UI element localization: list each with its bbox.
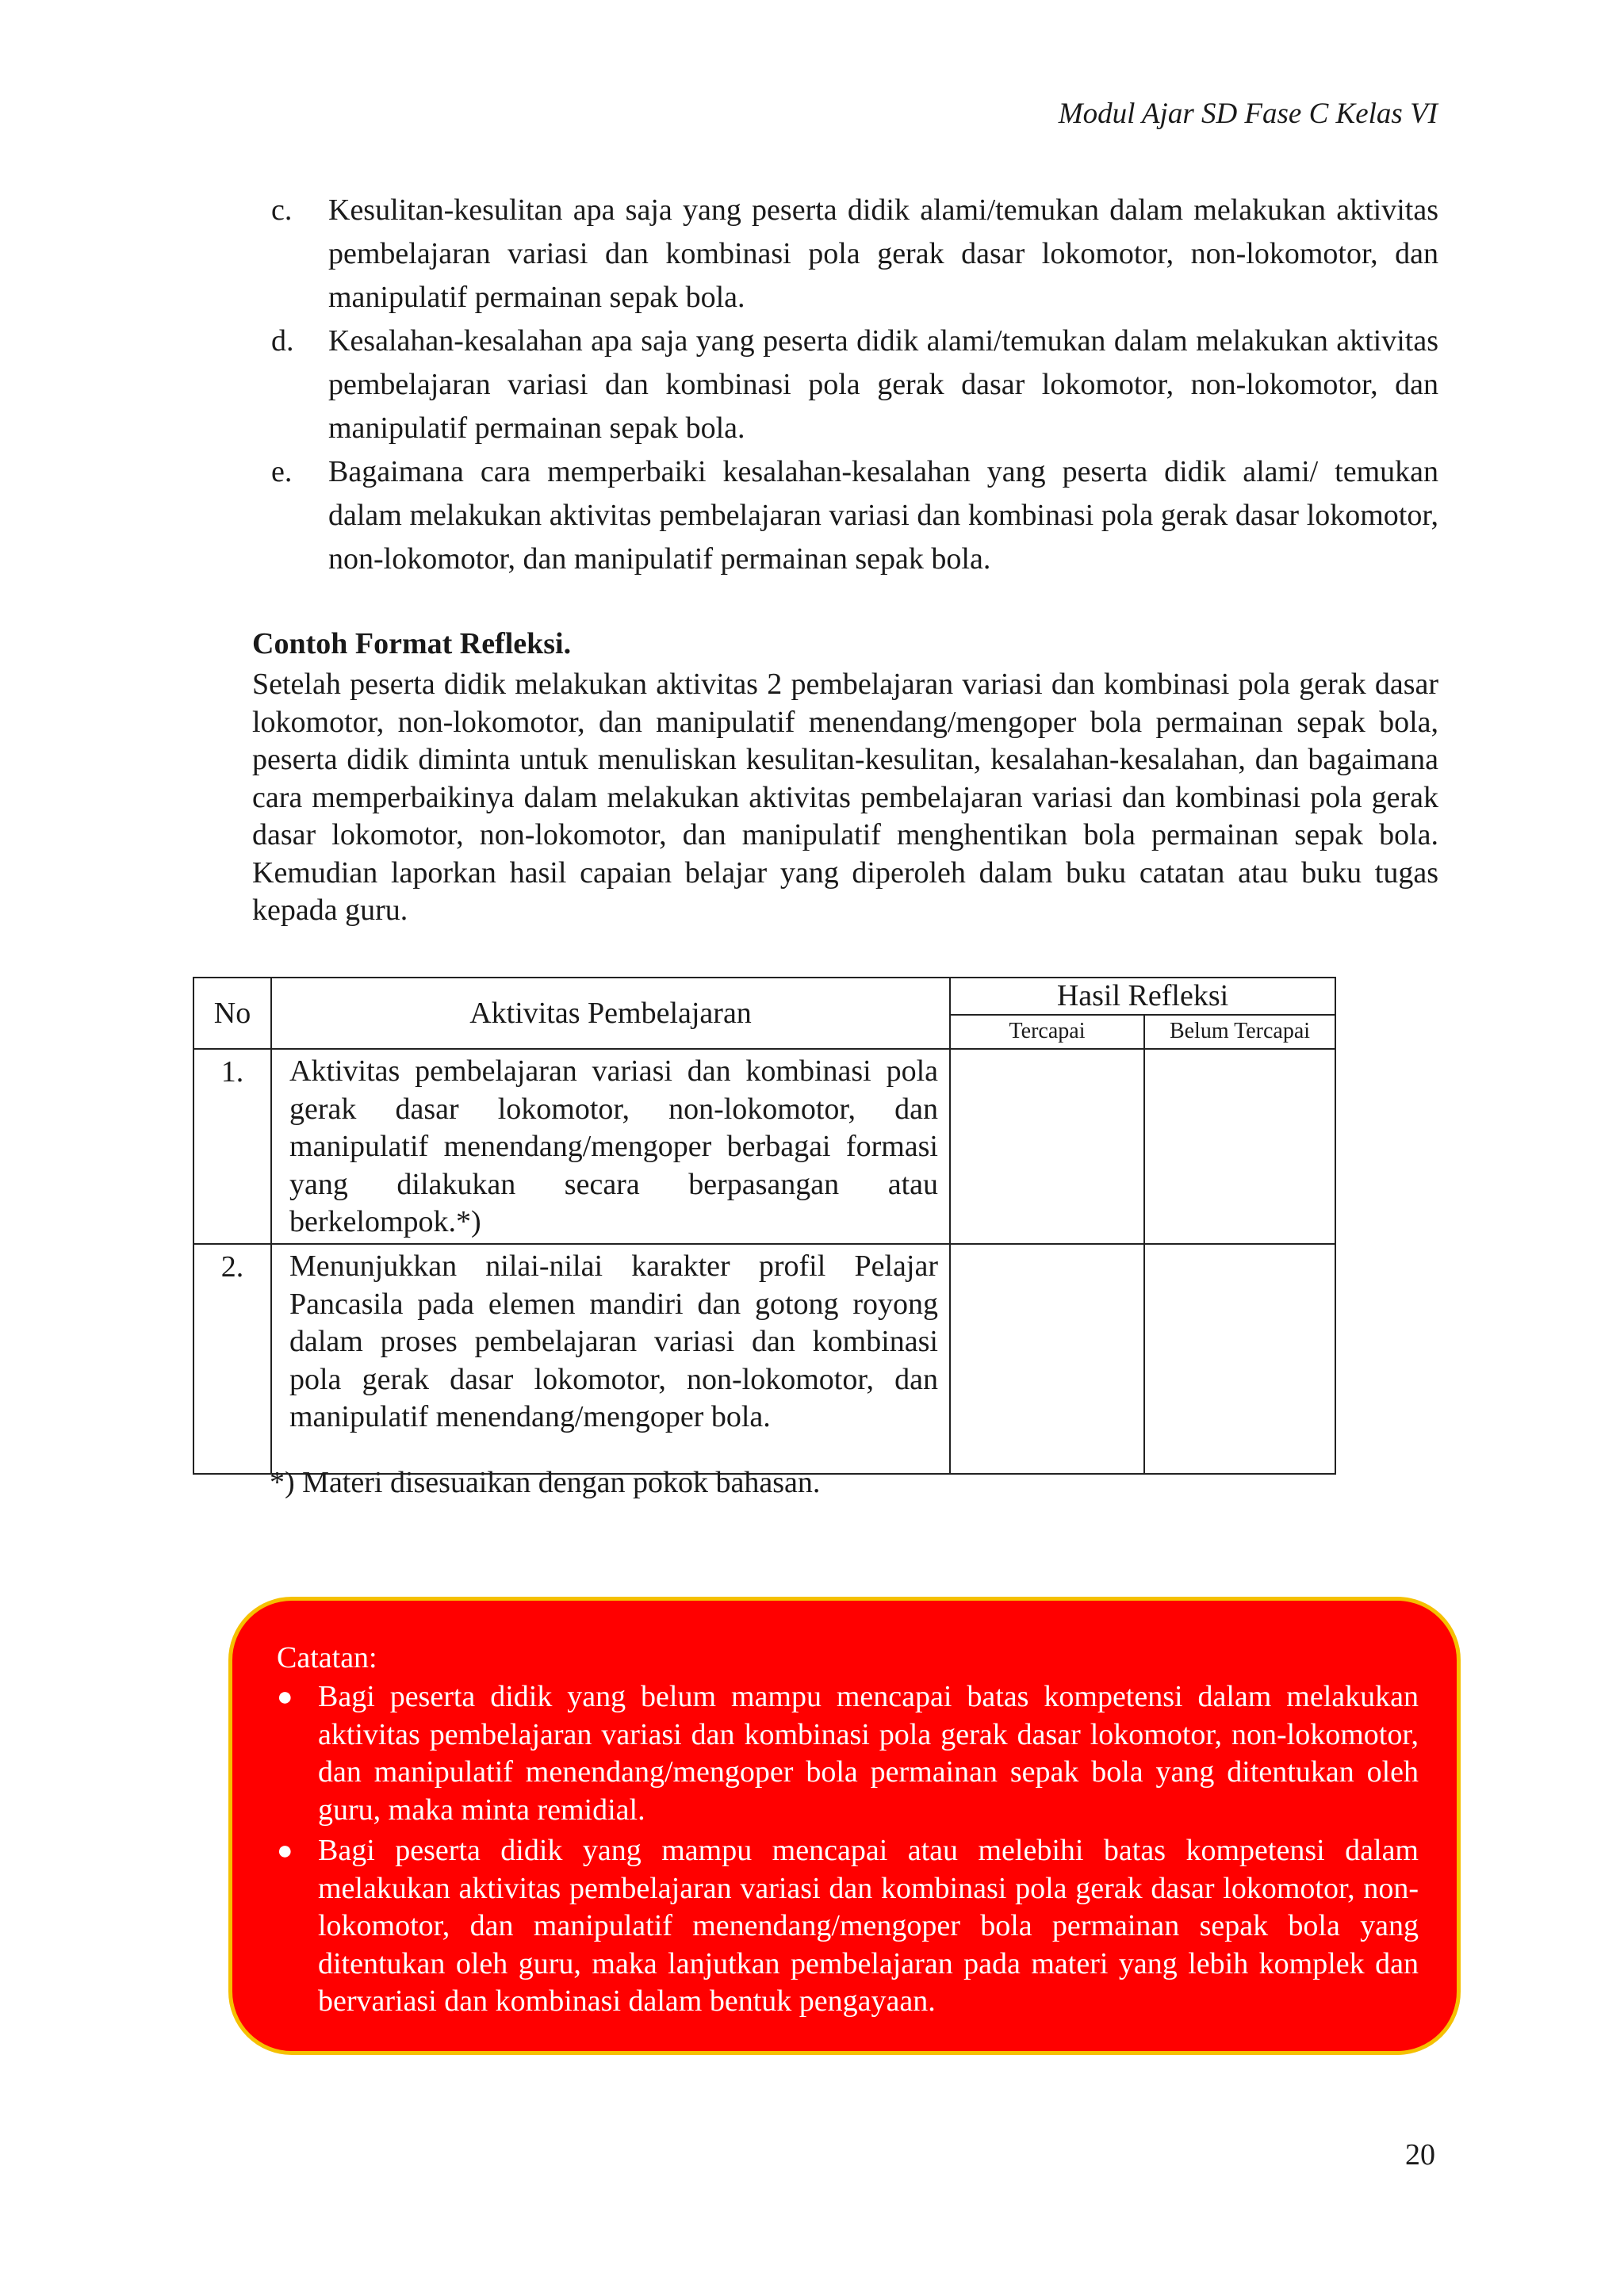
- cell-achieved: [950, 1049, 1144, 1244]
- question-list: [252, 189, 1438, 581]
- note-item-text: Bagi peserta didik yang mampu mencapai atau melebihi batas kompetensi dalam melakukan aktivitas pembelajaran variasi dan kombinasi pola gerak dasar lokomotor, non-lokomotor, dan manipulatif menendang/mengoper bola permainan sepak bola yang ditentukan oleh guru, maka lanjutkan pembelajaran pada materi yang lebih komplek dan bervariasi dan kombinasi dalam bentuk pengayaan.: [318, 1834, 1419, 2018]
- list-marker: e.: [271, 455, 293, 488]
- running-header: Modul Ajar SD Fase C Kelas VI: [1058, 98, 1438, 130]
- row-number: 1.: [193, 1049, 271, 1244]
- header-not-achieved: Belum Tercapai: [1144, 1015, 1335, 1049]
- list-marker: d.: [271, 324, 294, 358]
- header-no: No: [193, 978, 271, 1049]
- reflection-table: [193, 977, 1336, 1475]
- note-title: Catatan:: [277, 1641, 377, 1674]
- list-item: [252, 320, 1438, 450]
- note-box: [228, 1597, 1461, 2055]
- table-row: [193, 1049, 1335, 1244]
- header-result: Hasil Refleksi: [950, 978, 1335, 1015]
- table-row: [193, 1244, 1335, 1474]
- note-item-text: Bagi peserta didik yang belum mampu mencapai batas kompetensi dalam melakukan aktivitas pembelajaran variasi dan kombinasi pola gerak dasar lokomotor, non-lokomotor, dan manipulatif menendang/mengoper bola permainan sepak bola yang ditentukan oleh guru, maka minta remidial.: [318, 1680, 1419, 1827]
- list-item: [277, 1832, 1419, 2021]
- cell-not-achieved: [1144, 1049, 1335, 1244]
- section-paragraph: Setelah peserta didik melakukan aktivitas 2 pembelajaran variasi dan kombinasi pola gerak dasar lokomotor, non-lokomotor, dan manipulatif menendang/mengoper bola permainan sepak bola, peserta didik diminta untuk menuliskan kesulitan-kesulitan, kesalahan-kesalahan, dan bagaimana cara memperbaikinya dalam melakukan aktivitas pembelajaran variasi dan kombinasi pola gerak dasar lokomotor, non-lokomotor, dan manipulatif menghentikan bola permainan sepak bola. Kemudian laporkan hasil capaian belajar yang diperoleh dalam buku catatan atau buku tugas kepada guru.: [252, 668, 1438, 927]
- list-item: [252, 450, 1438, 581]
- cell-achieved: [950, 1244, 1144, 1474]
- cell-not-achieved: [1144, 1244, 1335, 1474]
- header-activity: Aktivitas Pembelajaran: [271, 978, 950, 1049]
- list-item-text: Kesalahan-kesalahan apa saja yang peserta didik alami/temukan dalam melakukan aktivitas pembelajaran variasi dan kombinasi pola gerak dasar lokomotor, non-lokomotor, dan manipulatif permainan sepak bola.: [328, 324, 1438, 445]
- bullet-icon: ●: [277, 1836, 293, 1866]
- header-achieved: Tercapai: [950, 1015, 1144, 1049]
- row-number: 2.: [193, 1244, 271, 1474]
- list-item: [252, 189, 1438, 320]
- table-header-row: [193, 978, 1335, 1015]
- page-number: 20: [1405, 2138, 1435, 2172]
- note-list: [277, 1678, 1419, 2024]
- section-heading: Contoh Format Refleksi.: [252, 627, 572, 660]
- row-activity: Menunjukkan nilai-nilai karakter profil Pelajar Pancasila pada elemen mandiri dan gotong royong dalam proses pembelajaran variasi dan kombinasi pola gerak dasar lokomotor, non-lokomotor, dan manipulatif menendang/mengoper bola.: [271, 1244, 950, 1474]
- list-item: [277, 1678, 1419, 1829]
- row-activity: Aktivitas pembelajaran variasi dan kombinasi pola gerak dasar lokomotor, non-lokomotor, dan manipulatif menendang/mengoper berbagai formasi yang dilakukan secara berpasangan atau berkelompok.*): [271, 1049, 950, 1244]
- list-item-text: Kesulitan-kesulitan apa saja yang peserta didik alami/temukan dalam melakukan aktivitas pembelajaran variasi dan kombinasi pola gerak dasar lokomotor, non-lokomotor, dan manipulatif permainan sepak bola.: [328, 193, 1438, 314]
- list-item-text: Bagaimana cara memperbaiki kesalahan-kesalahan yang peserta didik alami/ temukan dalam melakukan aktivitas pembelajaran variasi dan kombinasi pola gerak dasar lokomotor, non-lokomotor, dan manipulatif permainan sepak bola.: [328, 455, 1438, 576]
- table-footnote: *) Materi disesuaikan dengan pokok bahasan.: [270, 1466, 821, 1499]
- bullet-icon: ●: [277, 1682, 293, 1712]
- list-marker: c.: [271, 193, 293, 227]
